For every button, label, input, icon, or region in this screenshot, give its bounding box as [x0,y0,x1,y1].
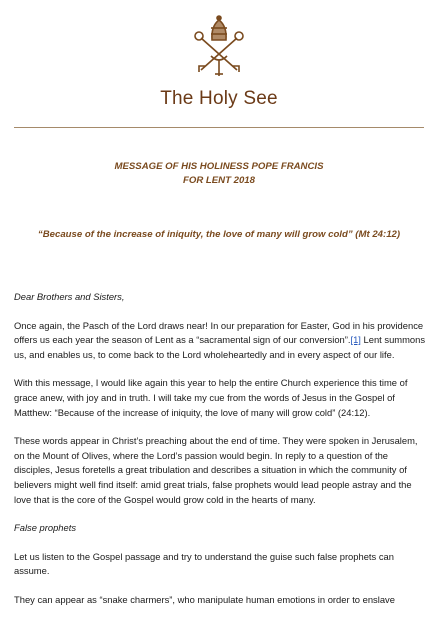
papal-keys-tiara-icon [189,14,249,78]
section-heading-false-prophets: False prophets [14,522,77,534]
site-title[interactable]: The Holy See [160,88,278,109]
message-body [14,290,429,622]
paragraph-2: With this message, I would like again this year to help the entire Church experience this time of grace anew, with joy and in truth. I will take my cue from the words of Jesus in the Gospel of Matthew: “Because of the increase of iniquity, the love of many will grow cold” (24:12). [14,377,408,418]
heading-line-1: MESSAGE OF HIS HOLINESS POPE FRANCIS [114,161,324,172]
epigraph: “Because of the increase of iniquity, the love of many will grow cold” (Mt 24:12) [37,229,401,240]
salutation: Dear Brothers and Sisters, [14,291,125,302]
paragraph-3: These words appear in Christ’s preaching about the end of time. They were spoken in Jerusalem, on the Mount of Olives, where the Lord’s passion would begin. In reply to a question of the disciples, Jesus foretells a great tribulation and describes a situation in which the community of believers might well find itself: amid great trials, false prophets would lead people astray and the love that is the core of the Gospel would grow cold in the hearts of many. [14,435,418,505]
footnote-link-1[interactable]: [1] [350,334,361,346]
paragraph-1-continued: Lent summons us, and enables us, to come back to the Lord wholeheartedly and in every aspect of our life. [14,334,426,360]
paragraph-4: Let us listen to the Gospel passage and try to understand the guise such false prophets can assume. [14,550,394,577]
paragraph-1 [14,319,429,363]
paragraph-1-text: Once again, the Pasch of the Lord draws near! In our preparation for Easter, God in his providence offers us each year the season of Lent as a “sacramental sign of our conversion”. [14,319,424,346]
paragraph-5: They can appear as “snake charmers”, who manipulate human emotions in order to enslave [14,593,395,605]
message-heading [0,160,438,188]
header-divider [14,127,424,128]
heading-line-2: FOR LENT 2018 [183,175,255,186]
